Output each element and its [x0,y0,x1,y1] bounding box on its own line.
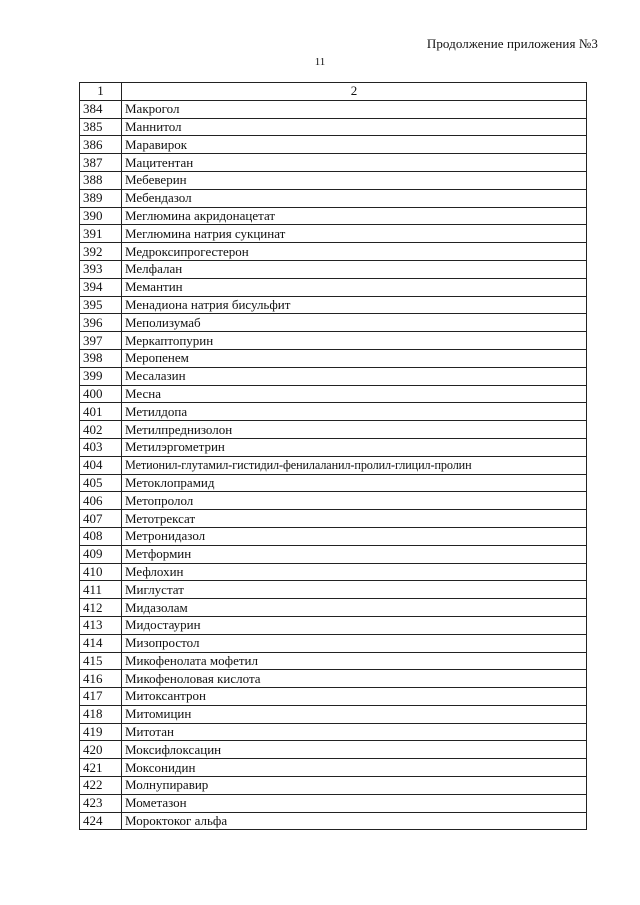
drug-name: Меглюмина акридонацетат [122,207,587,225]
drug-name: Мометазон [122,794,587,812]
row-number: 398 [80,349,122,367]
drug-name: Мелфалан [122,260,587,278]
table-row [80,171,587,189]
drug-name: Митотан [122,723,587,741]
table-row [80,723,587,741]
drug-name: Метионил-глутамил-гистидил-фенилаланил-пролил-глицил-пролин [122,456,587,474]
drug-name: Маравирок [122,136,587,154]
table-row [80,385,587,403]
table-row [80,545,587,563]
row-number: 413 [80,616,122,634]
table-row [80,634,587,652]
table-row [80,278,587,296]
table-row [80,812,587,830]
table-row [80,456,587,474]
drug-name: Меркаптопурин [122,332,587,350]
row-number: 404 [80,456,122,474]
drug-name: Мидазолам [122,599,587,617]
table-row [80,118,587,136]
table-row [80,777,587,795]
row-number: 408 [80,527,122,545]
drug-name: Метопролол [122,492,587,510]
drug-name: Митоксантрон [122,688,587,706]
table-row [80,670,587,688]
drug-name: Метформин [122,545,587,563]
drug-name: Мороктоког альфа [122,812,587,830]
table-row [80,100,587,118]
table-row [80,332,587,350]
row-number: 387 [80,154,122,172]
appendix-continuation-header: Продолжение приложения №3 [426,36,598,51]
row-number: 406 [80,492,122,510]
drug-name: Микофенолата мофетил [122,652,587,670]
table-row [80,527,587,545]
row-number: 420 [80,741,122,759]
column-header-number: 1 [80,83,122,101]
table-row [80,705,587,723]
drug-name: Месалазин [122,367,587,385]
table-row [80,367,587,385]
table-row [80,652,587,670]
table-row [80,154,587,172]
drug-name: Моксифлоксацин [122,741,587,759]
drug-name: Мизопростол [122,634,587,652]
row-number: 409 [80,545,122,563]
table-row [80,260,587,278]
page-number: 11 [314,56,326,68]
table-row [80,314,587,332]
row-number: 415 [80,652,122,670]
table-body [80,100,587,830]
table-row [80,296,587,314]
drug-name: Меполизумаб [122,314,587,332]
table-row [80,599,587,617]
drug-name: Метилэргометрин [122,438,587,456]
drug-name: Метилпреднизолон [122,421,587,439]
row-number: 401 [80,403,122,421]
drug-name: Медроксипрогестерон [122,243,587,261]
table-row [80,510,587,528]
table-row [80,492,587,510]
row-number: 414 [80,634,122,652]
row-number: 421 [80,759,122,777]
table-row [80,136,587,154]
row-number: 395 [80,296,122,314]
row-number: 416 [80,670,122,688]
table-row [80,243,587,261]
row-number: 391 [80,225,122,243]
drug-name: Метилдопа [122,403,587,421]
row-number: 405 [80,474,122,492]
drug-name: Менадиона натрия бисульфит [122,296,587,314]
row-number: 410 [80,563,122,581]
row-number: 417 [80,688,122,706]
drug-name: Метотрексат [122,510,587,528]
drug-name: Маннитол [122,118,587,136]
row-number: 386 [80,136,122,154]
row-number: 402 [80,421,122,439]
table-row [80,581,587,599]
drug-name: Моксонидин [122,759,587,777]
row-number: 423 [80,794,122,812]
row-number: 403 [80,438,122,456]
row-number: 422 [80,777,122,795]
row-number: 400 [80,385,122,403]
drug-name: Мидостаурин [122,616,587,634]
table-row [80,616,587,634]
table-header-row [80,83,587,101]
table-row [80,189,587,207]
drug-name: Митомицин [122,705,587,723]
table-row [80,421,587,439]
drug-name: Метоклопрамид [122,474,587,492]
drug-name: Метронидазол [122,527,587,545]
row-number: 407 [80,510,122,528]
row-number: 393 [80,260,122,278]
row-number: 399 [80,367,122,385]
column-header-name: 2 [122,83,587,101]
drug-name: Меропенем [122,349,587,367]
row-number: 392 [80,243,122,261]
drug-name: Месна [122,385,587,403]
row-number: 394 [80,278,122,296]
row-number: 384 [80,100,122,118]
table-row [80,741,587,759]
row-number: 418 [80,705,122,723]
row-number: 412 [80,599,122,617]
table-row [80,403,587,421]
table-row [80,563,587,581]
row-number: 396 [80,314,122,332]
drug-name: Макрогол [122,100,587,118]
table-row [80,349,587,367]
row-number: 389 [80,189,122,207]
drug-name: Меглюмина натрия сукцинат [122,225,587,243]
row-number: 390 [80,207,122,225]
drug-name: Молнупиравир [122,777,587,795]
table-row [80,794,587,812]
table-row [80,474,587,492]
row-number: 424 [80,812,122,830]
row-number: 388 [80,171,122,189]
drug-list-table [79,82,587,830]
table-row [80,688,587,706]
row-number: 411 [80,581,122,599]
row-number: 385 [80,118,122,136]
table-row [80,759,587,777]
table-row [80,225,587,243]
drug-name: Мацитентан [122,154,587,172]
drug-name: Микофеноловая кислота [122,670,587,688]
table-row [80,438,587,456]
drug-name: Мемантин [122,278,587,296]
drug-name: Миглустат [122,581,587,599]
row-number: 419 [80,723,122,741]
table-row [80,207,587,225]
drug-name: Мебеверин [122,171,587,189]
row-number: 397 [80,332,122,350]
drug-name: Мебендазол [122,189,587,207]
drug-name: Мефлохин [122,563,587,581]
